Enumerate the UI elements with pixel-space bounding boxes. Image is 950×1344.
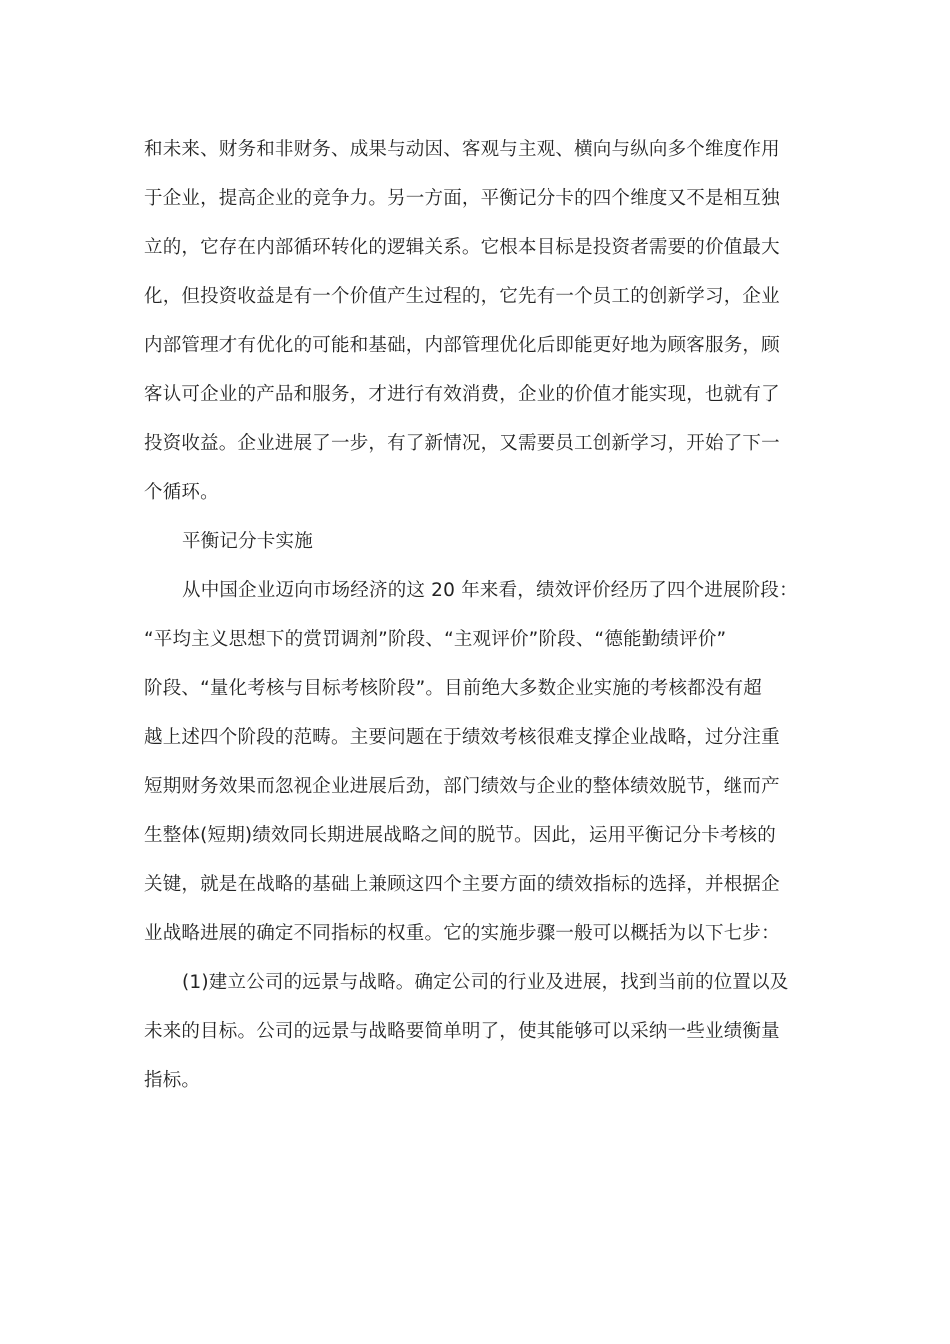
paragraph-line: 化，但投资收益是有一个价值产生过程的，它先有一个员工的创新学习，企业: [144, 286, 780, 307]
paragraph-line: “平均主义思想下的赏罚调剂”阶段、“主观评价”阶段、“德能勤绩评价”: [144, 629, 727, 650]
paragraph-line: 阶段、“量化考核与目标考核阶段”。目前绝大多数企业实施的考核都没有超: [144, 678, 762, 699]
paragraph-line: 从中国企业迈向市场经济的这 20 年来看，绩效评价经历了四个进展阶段：: [182, 580, 798, 601]
paragraph-line: 客认可企业的产品和服务，才进行有效消费，企业的价值才能实现，也就有了: [144, 384, 780, 405]
paragraph-line: 指标。: [144, 1070, 201, 1091]
paragraph-line: 关键，就是在战略的基础上兼顾这四个主要方面的绩效指标的选择，并根据企: [144, 874, 780, 895]
paragraph-line: 越上述四个阶段的范畴。主要问题在于绩效考核很难支撑企业战略，过分注重: [144, 727, 780, 748]
paragraph-line: 和未来、财务和非财务、成果与动因、客观与主观、横向与纵向多个维度作用: [144, 139, 780, 160]
paragraph-line: 短期财务效果而忽视企业进展后劲，部门绩效与企业的整体绩效脱节，继而产: [144, 776, 780, 797]
numbered-step: (1)建立公司的远景与战略。确定公司的行业及进展，找到当前的位置以及: [182, 972, 789, 993]
paragraph-line: 个循环。: [144, 482, 219, 503]
paragraph-line: 投资收益。企业进展了一步，有了新情况，又需要员工创新学习，开始了下一: [144, 433, 780, 454]
paragraph-line: 业战略进展的确定不同指标的权重。它的实施步骤一般可以概括为以下七步：: [144, 923, 780, 944]
paragraph-line: 于企业，提高企业的竞争力。另一方面，平衡记分卡的四个维度又不是相互独: [144, 188, 780, 209]
document-body: [144, 132, 804, 1112]
section-heading: 平衡记分卡实施: [182, 531, 313, 552]
paragraph-line: 未来的目标。公司的远景与战略要简单明了，使其能够可以采纳一些业绩衡量: [144, 1021, 780, 1042]
paragraph-line: 立的，它存在内部循环转化的逻辑关系。它根本目标是投资者需要的价值最大: [144, 237, 780, 258]
paragraph-line: 生整体(短期)绩效同长期进展战略之间的脱节。因此，运用平衡记分卡考核的: [144, 825, 776, 846]
paragraph-line: 内部管理才有优化的可能和基础，内部管理优化后即能更好地为顾客服务，顾: [144, 335, 780, 356]
